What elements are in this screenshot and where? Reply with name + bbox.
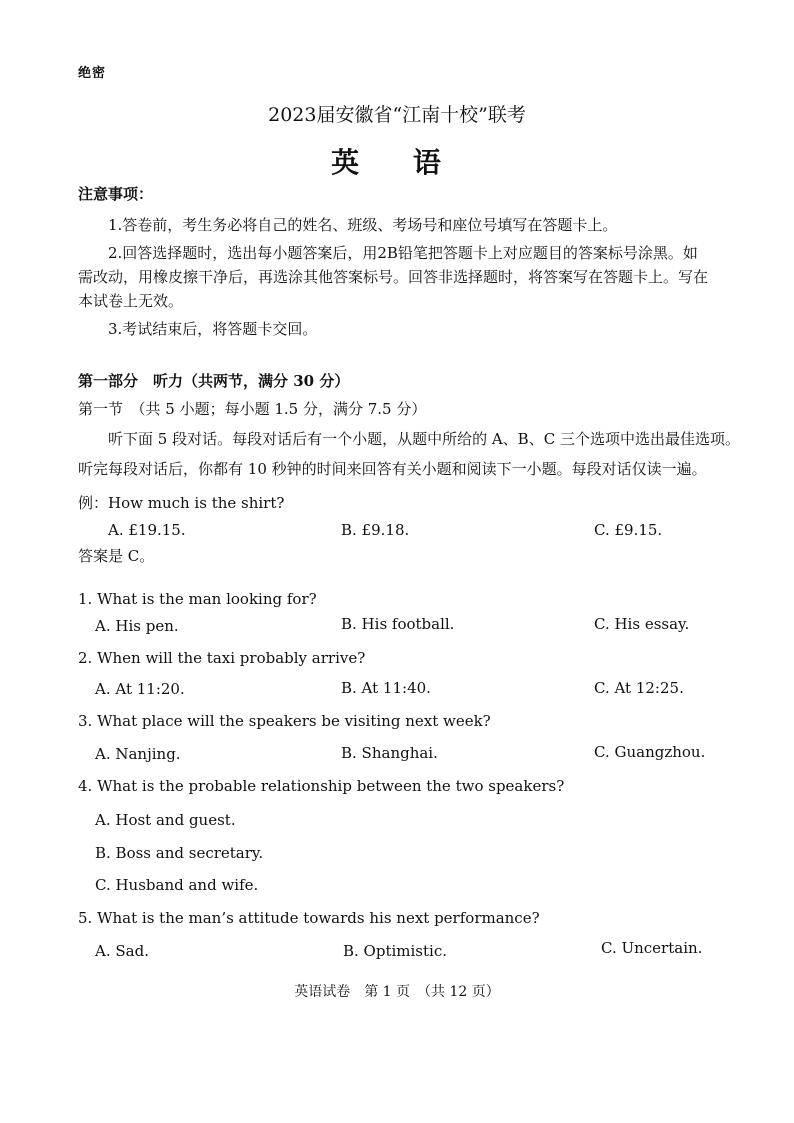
q3-option-a: A. Nanjing. (95, 745, 181, 763)
example-question: 例：How much is the shirt? (78, 494, 285, 512)
example-option-a: A. £19.15. (108, 521, 186, 539)
section-heading: 第一节 （共 5 小题；每小题 1.5 分，满分 7.5 分） (78, 400, 427, 418)
q4-option-c: C. Husband and wife. (95, 876, 259, 894)
q5-option-b: B. Optimistic. (343, 942, 447, 960)
q1-option-c: C. His essay. (594, 615, 690, 633)
question-5: 5. What is the man’s attitude towards his next performance? (78, 909, 540, 927)
page-footer: 英语试卷 第 1 页 （共 12 页） (294, 984, 500, 1000)
q5-option-c: C. Uncertain. (601, 939, 703, 957)
exam-title: 2023届安徽省“江南十校”联考 (268, 104, 526, 126)
notice-item-2-line-3: 本试卷上无效。 (78, 292, 184, 310)
question-3: 3. What place will the speakers be visiting next week? (78, 712, 491, 730)
question-4: 4. What is the probable relationship between the two speakers? (78, 777, 565, 795)
part-heading: 第一部分 听力（共两节，满分 30 分） (78, 372, 350, 390)
notice-item-2-line-2: 需改动，用橡皮擦干净后，再选涂其他答案标号。回答非选择题时，将答案写在答题卡上。写在 (78, 268, 709, 286)
example-answer: 答案是 C。 (78, 547, 155, 565)
q3-option-b: B. Shanghai. (341, 744, 438, 762)
q2-option-a: A. At 11:20. (95, 680, 185, 698)
q5-option-a: A. Sad. (95, 942, 149, 960)
instructions-line-1: 听下面 5 段对话。每段对话后有一个小题，从题中所给的 A、B、C 三个选项中选出最佳选项。 (108, 430, 740, 448)
instructions-line-2: 听完每段对话后，你都有 10 秒钟的时间来回答有关小题和阅读下一小题。每段对话仅读一遍。 (78, 460, 707, 478)
q1-option-a: A. His pen. (95, 617, 179, 635)
notice-heading: 注意事项： (78, 185, 154, 203)
example-option-b: B. £9.18. (341, 521, 410, 539)
q1-option-b: B. His football. (341, 615, 455, 633)
notice-item-2-line-1: 2.回答选择题时，选出每小题答案后，用2B铅笔把答题卡上对应题目的答案标号涂黑。如 (108, 244, 698, 262)
example-option-c: C. £9.15. (594, 521, 663, 539)
secret-mark: 绝密 (78, 66, 107, 81)
q4-option-a: A. Host and guest. (95, 811, 236, 829)
q4-option-b: B. Boss and secretary. (95, 844, 264, 862)
notice-item-3: 3.考试结束后，将答题卡交回。 (108, 320, 318, 338)
q2-option-b: B. At 11:40. (341, 679, 431, 697)
q2-option-c: C. At 12:25. (594, 679, 684, 697)
subject-title: 英 语 (331, 146, 463, 179)
q3-option-c: C. Guangzhou. (594, 743, 706, 761)
question-2: 2. When will the taxi probably arrive? (78, 649, 366, 667)
question-1: 1. What is the man looking for? (78, 590, 317, 608)
notice-item-1: 1.答卷前，考生务必将自己的姓名、班级、考场号和座位号填写在答题卡上。 (108, 216, 618, 234)
